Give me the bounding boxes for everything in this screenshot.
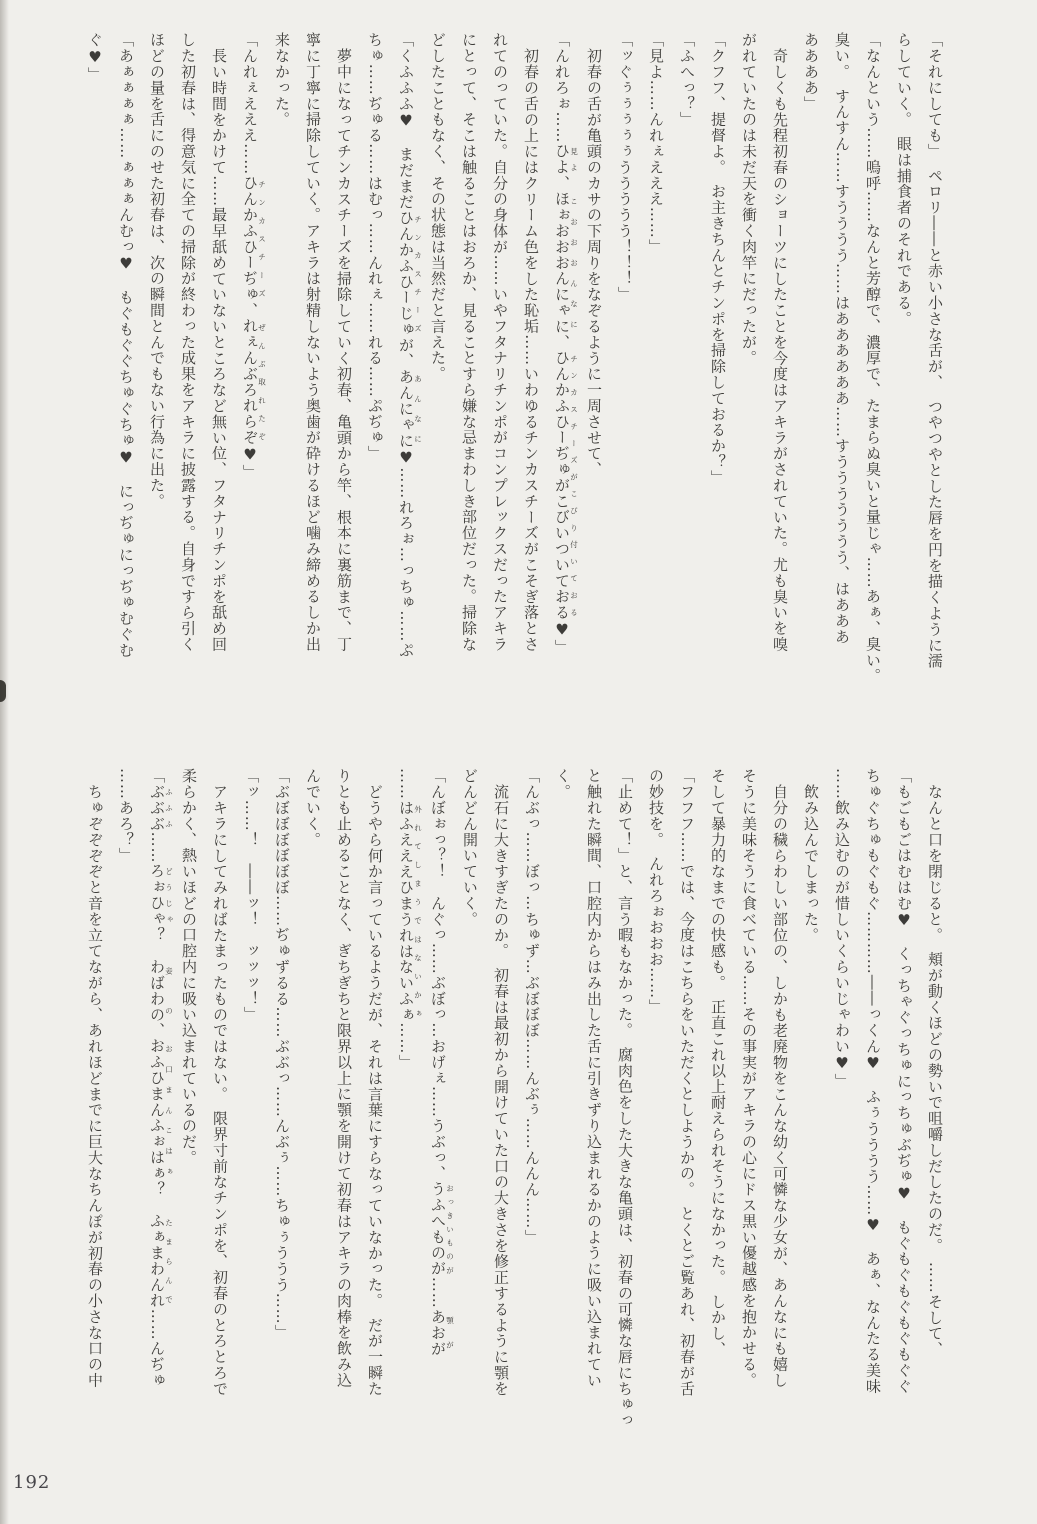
furigana-ruby: ひんかふひーじゅチンカスチーズ [397, 209, 423, 338]
text-column: 奇しくも先程初春のショーツにしたことを今度はアキラがされていた。尤も臭いを嗅 [771, 48, 789, 653]
furigana-ruby: ひんかふひーぢゅがこびいついておるチンカスチーズがこびり付いておる [553, 350, 579, 621]
furigana-ruby: ひよ見よ [553, 143, 579, 176]
text-column: れてのっていた。自分の身体が……いやフタナリチンポがコンプレックスだったアキラ [491, 32, 509, 653]
furigana-ruby: ぶぶぶふふふ [148, 783, 174, 832]
text-column: の妙技を。 んれろぉおおお……」 [647, 768, 665, 1015]
text-column: ……飲み込むのが惜しいくらいじゃわい♥」 [833, 768, 851, 1089]
text-column: 「なんという……嗚呼……なんと芳醇で、濃厚で、たまらぬ臭いと量じゃ……あぁ、臭い。 [864, 32, 882, 684]
text-column: 「見よ……んれぇえええ……」 [647, 32, 665, 255]
bottom-text-block [79, 768, 950, 1492]
text-column: ……あろ？」 [117, 768, 135, 864]
text-column: く。 [554, 768, 572, 800]
scan-artifact [0, 680, 6, 702]
text-column: そうに美味そうに食べている……その事実がアキラの心にドス黒い優越感を抱かせる。 [740, 768, 758, 1389]
text-column: 「クフフ、提督よ。 お主きちんとチンポを掃除しておるか？」 [709, 32, 727, 486]
text-column: 長い時間をかけて……最早舐めていないところなど無い位、フタナリチンポを舐め回 [210, 48, 228, 653]
text-column: した初春は、得意気に全ての掃除が終わった成果をアキラに披露する。自身ですら引く [179, 32, 197, 653]
furigana-ruby: ろぉひゃどうじゃ [148, 863, 174, 928]
text-column: 「ッぐぅぅぅぅぅううううう！！！」 [616, 32, 634, 303]
furigana-ruby: わばわの妾の [148, 958, 174, 1023]
text-column: 流石に大きすぎたのか。 初春は最初から開けていた口の大きさを修正するように顎を [492, 784, 510, 1397]
text-column: ちゅぞぞぞぞと音を立てながら、あれほどまでに巨大なちんぽが初春の小さな口の中 [86, 784, 104, 1389]
text-column: ちゅぐちゅもぐもぐ…………――っくん♥ ふぅうううう……♥ あぁ、なんたる美味 [864, 768, 882, 1395]
text-column: 「ッ……！ ――ッ！ ッッッ！」 [242, 768, 260, 1023]
text-column: 飲み込んでしまった。 [802, 784, 820, 943]
text-column: 自分の穢らわしい部位の、しかも老廃物をこんな幼く可憐な少女が、あんなにも嬉し [771, 784, 789, 1389]
text-column: 柔らかく、熱いほどの口腔内に吸い込まれているのだ。 [180, 768, 198, 1166]
text-column: 来なかった。 [273, 32, 291, 128]
text-column: んでいく。 [304, 768, 322, 848]
text-column: なんと口を閉じると。 頬が動くほどの勢いで咀嚼しだしたのだ。 ……そして、 [926, 784, 944, 1358]
text-column: 「んれぇえええ……ひんかふひーぢゅチンカスチーズ、れぇんぶろれらぞぜんぶ取れたぞ♥」 [241, 32, 267, 481]
text-column: 「ふへっ？」 [678, 32, 696, 128]
text-column: らしていく。 眼は捕食者のそれである。 [895, 32, 913, 327]
text-column: 寧に丁寧に掃除していく。アキラは射精しないよう奥歯が砕けるほど噛み締めるしか出 [304, 32, 322, 653]
text-column: 「んれろぉ……ひよ見よ、ほぉおおおんにゃにこおおおんなに、ひんかふひーぢゅがこびいついておるチンカスチーズがこびり付いておる♥」 [553, 32, 579, 656]
furigana-ruby: ひんかふひーぢゅチンカスチーズ [241, 175, 267, 303]
furigana-ruby: あおが顎が [429, 1308, 455, 1357]
text-column: アキラにしてみればたまったものではない。 限界寸前なチンポを、初春のとろとろで [211, 784, 229, 1397]
furigana-ruby: ほぉおおおんにゃにこおおおんなに [553, 191, 579, 335]
text-column: 「んぶっ……ぼっ…ちゅず…ぶぼぼぼ……んぶぅ……んんん……」 [523, 768, 541, 1245]
text-column: がれていたのは未だ天を衝く肉竿にだったが。 [740, 32, 758, 366]
text-column: 初春の舌の上にはクリーム色をした恥垢……いわゆるチンカスチーズがこそぎ落とさ [522, 48, 540, 653]
page-edge-shadow [0, 0, 9, 1524]
text-column: どうやら何か言っているようだが、それは言葉にすらなっていなかった。 だが一瞬た [366, 784, 384, 1397]
text-column: 「ぶぼぼぼぼぼぼ……ぢゅずるる……ぶぶっ……んぶぅ……ちゅぅううう……」 [273, 768, 291, 1341]
text-column: どしたこともなく、その状態は当然だと言えた。 [429, 32, 447, 382]
furigana-ruby: はふえええひまうれはないふぁ外れてしまうではないかぁ [397, 799, 423, 1023]
text-column: と触れた瞬間、口腔内からはみ出した舌に引きずり込まれるかのように吸い込まれてい [585, 768, 603, 1389]
text-column: 「んぼぉっ？！ んぐっ……ぶぼっ…おげぇ……うぶっ、うふへものがおっきいものが……あおが顎が [429, 768, 455, 1357]
text-column: どんどん開いていく。 [461, 768, 479, 927]
text-column: にとって、そこは触ることはおろか、見ることすら嫌な忌まわしき部位だった。掃除な [460, 32, 478, 653]
text-column: 「フフフ……では、今度はこちらをいただくとしようかの。 とくとご覧あれ、初春が舌 [678, 768, 696, 1397]
text-column: 「それにしても」 ペロリ――と赤い小さな舌が、 つやつやとした唇を円を描くように濡 [926, 32, 944, 669]
text-column: 初春の舌が亀頭のカサの下周りをなぞるように一周させて、 [585, 48, 603, 478]
text-column: 「もごもごはむはむ♥ くっちゃぐっちゅにっちゅぶぢゅ♥ もぐもぐもぐもぐもぐぐ [895, 768, 913, 1395]
furigana-ruby: ふぁまわんれたまらんで [148, 1213, 174, 1309]
text-column: ちゅ……ぢゅる……はむっ……んれぇ……れる……ぷぢゅ」 [366, 32, 384, 462]
text-column: ……はふえええひまうれはないふぁ外れてしまうではないかぁ……」 [397, 768, 423, 1071]
text-column: 臭い。 すんすん……すうううう……はああああああ……すううううううう、はあああ [833, 32, 851, 645]
top-text-block [79, 32, 950, 750]
furigana-ruby: おふひまんふぉはぁお口まんこはぁ [148, 1038, 174, 1182]
furigana-ruby: あんにゃにあんなに [397, 368, 423, 449]
furigana-ruby: うふへものがおっきいものが [429, 1181, 455, 1277]
furigana-ruby: れぇんぶろれらぞぜんぶ取れたぞ [241, 318, 267, 446]
page-number: 192 [13, 1472, 51, 1493]
text-column: ほどの量を舌にのせた初春は、次の瞬間とんでもない行為に出た。 [148, 32, 166, 509]
text-column: りとも止めることなく、ぎちぎちと限界以上に顎を開けて初春はアキラの肉棒を飲み込 [335, 768, 353, 1389]
text-column: 「ぶぶぶふふふ……ろぉひゃどうじゃ？ わばわの妾の、おふひまんふぉはぁお口まんこはぁ？ ふぁまわんれたまらんで……んぢゅ [148, 768, 174, 1389]
text-column: ぐ♥」 [86, 32, 104, 83]
text-column: 「あぁぁぁぁ……ぁぁぁんむっ♥ もぐもぐぐちゅぐちゅ♥ にっぢゅにっぢゅむぐむ [117, 32, 135, 659]
text-column: 「止めて！」と、言う暇もなかった。 腐肉色をした大きな亀頭は、初春の可憐な唇にちゅっ [616, 768, 634, 1429]
text-column: ああああ」 [802, 32, 820, 112]
text-column: そして暴力的なまでの快感も。 正直これ以上耐えられそうになかった。 しかし、 [709, 768, 727, 1358]
text-column: 「くふふふ♥ まだまだひんかふひーじゅチンカスチーズが、あんにゃにあんなに♥……れろぉ…っちゅ……ぷ [397, 32, 423, 659]
text-column: 夢中になってチンカスチーズを掃除していく初春、亀頭から竿、根本に裏筋まで、丁 [335, 48, 353, 653]
